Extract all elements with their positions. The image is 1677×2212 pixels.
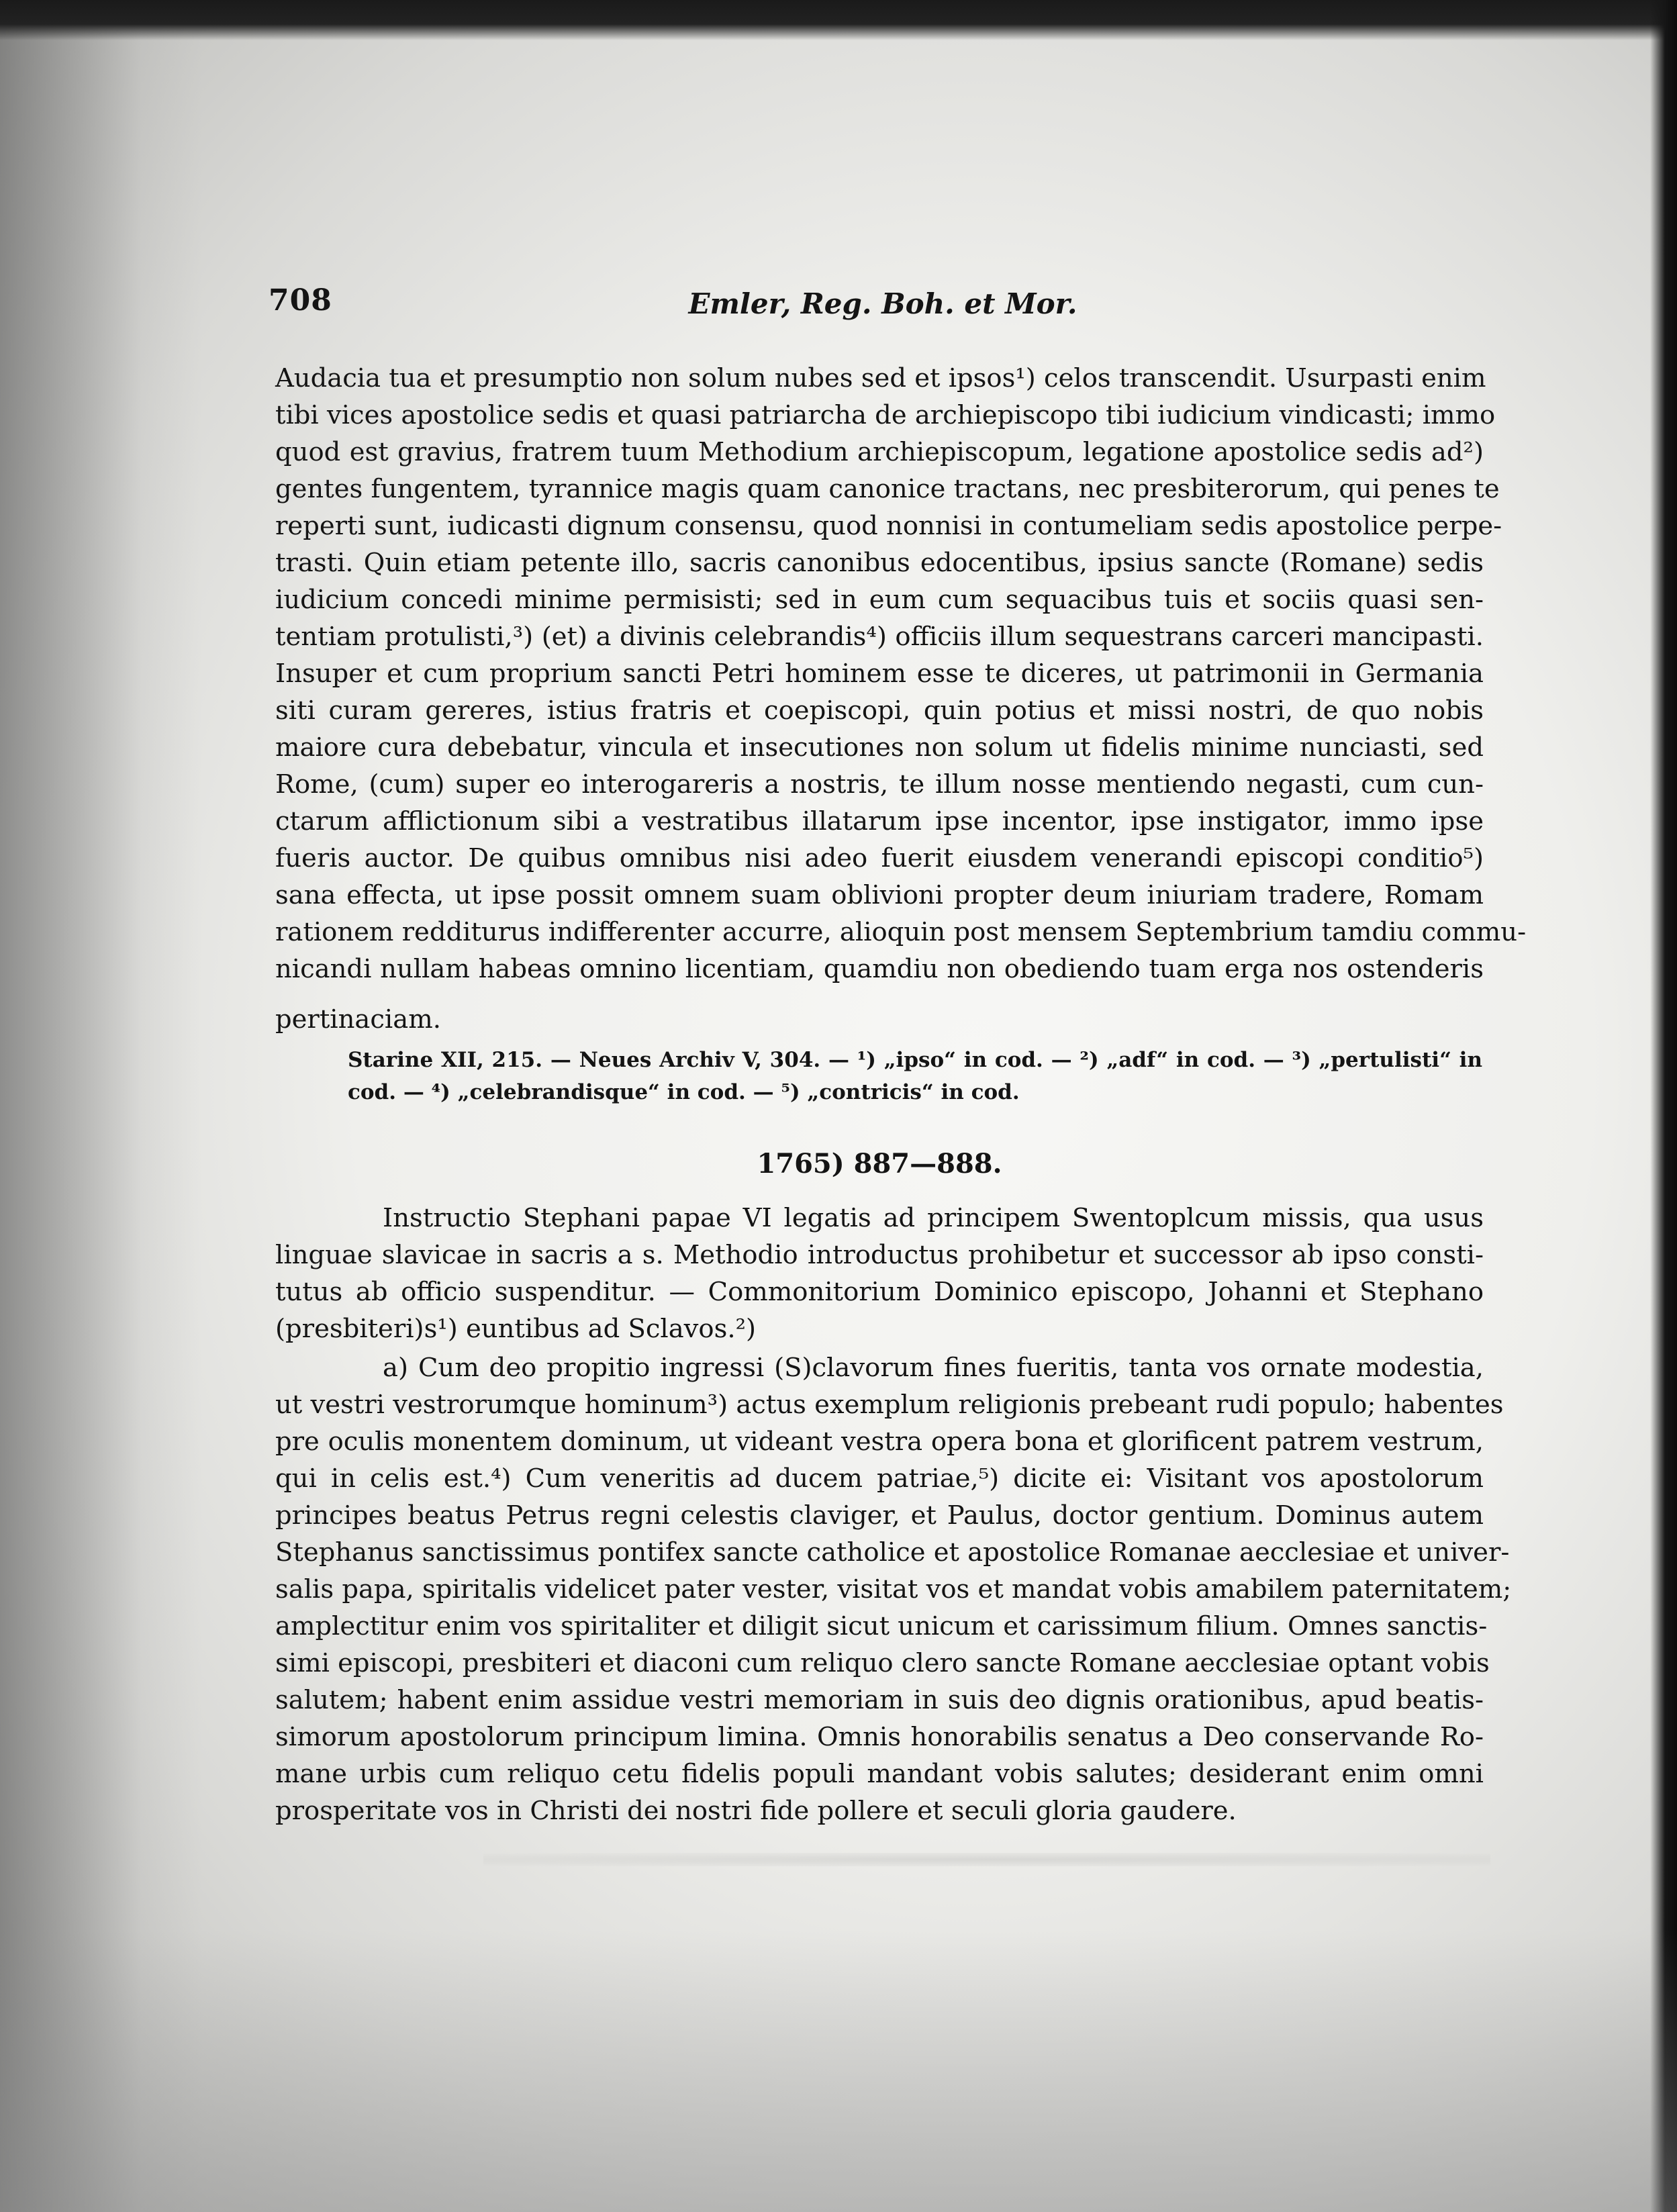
scan-stain [483, 1853, 1490, 1866]
letter-line: maiore cura debebatur, vincula et insecutiones non solum ut fidelis minime nunciasti, sed [275, 732, 1484, 763]
source-note-line: cod. — ⁴) „celebrandisque“ in cod. — ⁵) „contricis“ in cod. [348, 1080, 1020, 1104]
commonitorium-line: a) Cum deo propitio ingressi (S)clavorum fines fueritis, tanta vos ornate modestia, [383, 1353, 1484, 1383]
regest-last-line: (presbiteri)s¹) euntibus ad Sclavos.²) [275, 1314, 757, 1344]
letter-line: rationem redditurus indifferenter accurre, alioquin post mensem Septembrium tamdiu commu- [275, 917, 1527, 947]
commonitorium-line: simorum apostolorum principum limina. Omnis honorabilis senatus a Deo conservande Ro- [275, 1722, 1484, 1752]
commonitorium-paragraph [275, 1349, 1512, 1829]
letter-line: iudicium concedi minime permisisti; sed in eum cum sequacibus tuis et sociis quasi sen- [275, 585, 1484, 615]
regest-line: linguae slavicae in sacris a s. Methodio introductus prohibetur et successor ab ipso consti- [275, 1240, 1484, 1270]
letter-paragraph-last-line: pertinaciam. [275, 1004, 441, 1035]
letter-line: reperti sunt, iudicasti dignum consensu, quod nonnisi in contumeliam sedis apostolice perpe- [275, 511, 1502, 541]
document-heading: 1765) 887—888. [757, 1148, 1002, 1180]
letter-line: siti curam gereres, istius fratris et coepiscopi, quin potius et missi nostri, de quo nobis [275, 695, 1484, 726]
letter-line: tentiam protulisti,³) (et) a divinis celebrandis⁴) officiis illum sequestrans carceri mancipasti. [275, 622, 1484, 652]
commonitorium-line: mane urbis cum reliquo cetu fidelis populi mandant vobis salutes; desiderant enim omni [275, 1759, 1484, 1789]
commonitorium-line: ut vestri vestrorumque hominum³) actus exemplum religionis prebeant rudi populo; habentes [275, 1390, 1504, 1420]
source-notes [348, 1044, 1482, 1108]
letter-line: trasti. Quin etiam petente illo, sacris canonibus edocentibus, ipsius sancte (Romane) sedis [275, 548, 1484, 578]
letter-line: ctarum afflictionum sibi a vestratibus illatarum ipse incentor, ipse instigator, immo ipse [275, 806, 1484, 836]
page-number: 708 [269, 283, 332, 318]
letter-line: Insuper et cum proprium sancti Petri hominem esse te diceres, ut patrimonii in Germania [275, 659, 1484, 689]
commonitorium-line: principes beatus Petrus regni celestis claviger, et Paulus, doctor gentium. Dominus autem [275, 1500, 1484, 1531]
regest-line: tutus ab officio suspenditur. — Commonitorium Dominico episcopo, Johanni et Stephano [275, 1277, 1484, 1307]
letter-line: nicandi nullam habeas omnino licentiam, quamdiu non obediendo tuam erga nos ostenderis [275, 954, 1484, 984]
commonitorium-line: qui in celis est.⁴) Cum veneritis ad ducem patriae,⁵) dicite ei: Visitant vos apostolorum [275, 1463, 1484, 1494]
commonitorium-line: amplectitur enim vos spiritaliter et diligit sicut unicum et carissimum filium. Omnes sanctis- [275, 1611, 1488, 1641]
regest-paragraph [275, 1200, 1484, 1347]
binding-shadow [0, 0, 201, 2212]
top-scan-edge [0, 0, 1677, 40]
letter-line: sana effecta, ut ipse possit omnem suam oblivioni propter deum iniuriam tradere, Romam [275, 880, 1484, 910]
letter-line: fueris auctor. De quibus omnibus nisi adeo fuerit eiusdem venerandi episcopi conditio⁵) [275, 843, 1484, 873]
commonitorium-line: pre oculis monentem dominum, ut videant vestra opera bona et glorificent patrem vestrum, [275, 1427, 1484, 1457]
regest-line: Instructio Stephani papae VI legatis ad principem Swentoplcum missis, qua usus [383, 1203, 1484, 1233]
source-note-line: Starine XII, 215. — Neues Archiv V, 304. — ¹) „ipso“ in cod. — ²) „adf“ in cod. — ³) „pertulisti“ in [348, 1048, 1482, 1072]
letter-line: quod est gravius, fratrem tuum Methodium archiepiscopum, legatione apostolice sedis ad²) [275, 437, 1484, 467]
letter-line: tibi vices apostolice sedis et quasi patriarcha de archiepiscopo tibi iudicium vindicasti; immo [275, 400, 1496, 430]
running-title: Emler, Reg. Boh. et Mor. [688, 287, 1077, 320]
commonitorium-line: simi episcopi, presbiteri et diaconi cum reliquo clero sancte Romane aecclesiae optant vobis [275, 1648, 1490, 1678]
bottom-shadow [0, 1930, 1677, 2212]
commonitorium-last-line: prosperitate vos in Christi dei nostri fide pollere et seculi gloria gaudere. [275, 1796, 1237, 1826]
letter-paragraph [275, 360, 1527, 988]
right-scan-edge [1650, 0, 1677, 2212]
letter-line: Audacia tua et presumptio non solum nubes sed et ipsos¹) celos transcendit. Usurpasti enim [275, 363, 1486, 393]
commonitorium-line: Stephanus sanctissimus pontifex sancte catholice et apostolice Romanae aecclesiae et univer- [275, 1537, 1510, 1568]
letter-line: gentes fungentem, tyrannice magis quam canonice tractans, nec presbiterorum, qui penes te [275, 474, 1500, 504]
letter-line: Rome, (cum) super eo interogareris a nostris, te illum nosse mentiendo negasti, cum cun- [275, 769, 1484, 800]
running-header [269, 281, 1497, 334]
commonitorium-line: salutem; habent enim assidue vestri memoriam in suis deo dignis orationibus, apud beatis- [275, 1685, 1484, 1715]
commonitorium-line: salis papa, spiritalis videlicet pater vester, visitat vos et mandat vobis amabilem paternitatem; [275, 1574, 1512, 1604]
